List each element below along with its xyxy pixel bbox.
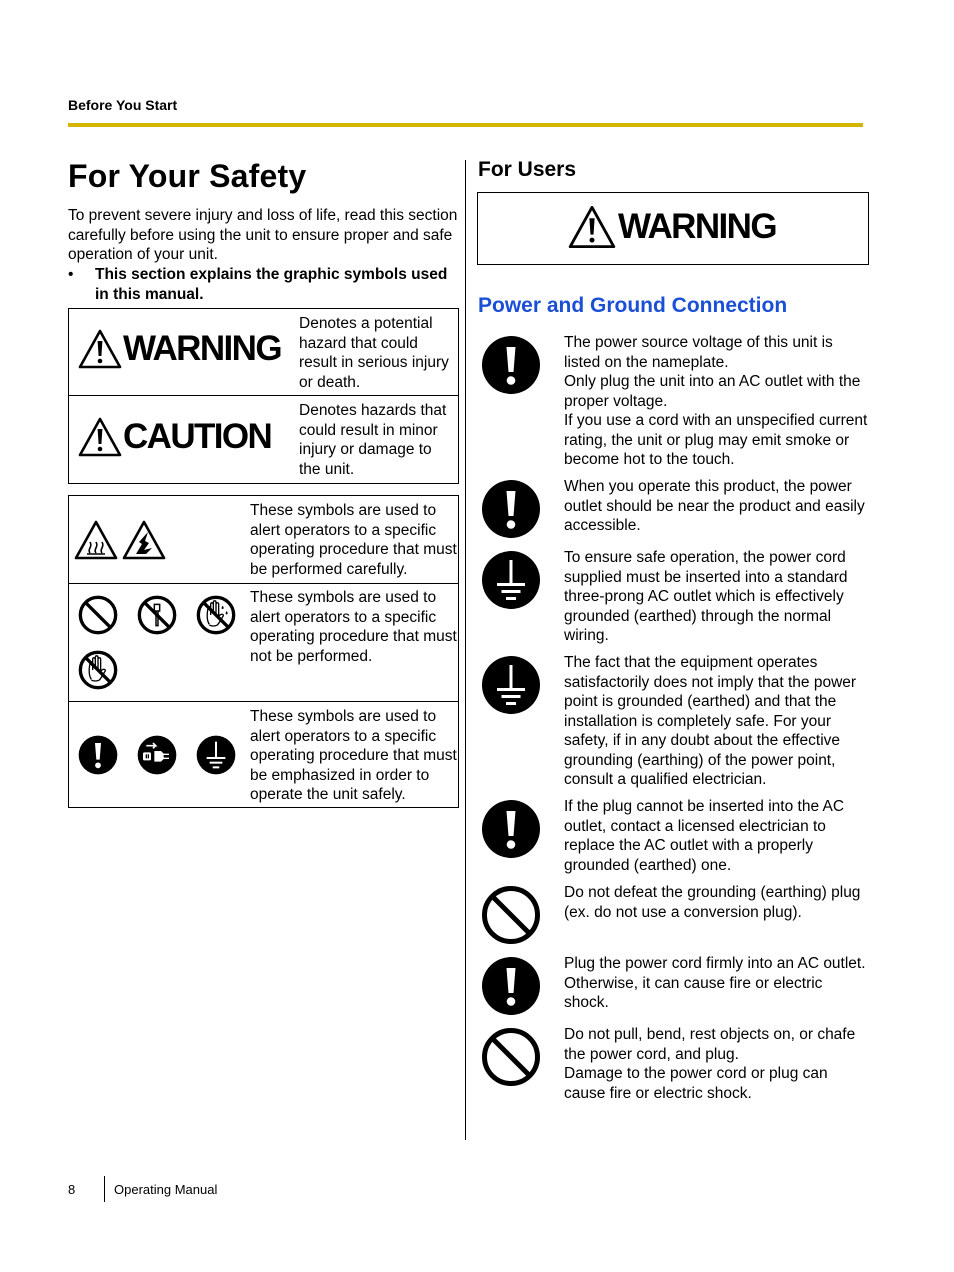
item-8-text: Do not pull, bend, rest objects on, or chafe the power cord, and plug. Damage to the power cord or plug can cause fire or electric shock. [564,1026,856,1102]
item-1-text: The power source voltage of this unit is listed on the nameplate. Only plug the unit into an AC outlet with the proper voltage. If you use a cord with an unspecified current rating, the unit or plug may emit smoke or become hot to the touch. [564,334,868,468]
item-6-text: Do not defeat the grounding (earthing) plug (ex. do not use a conversion plug). [564,884,861,921]
warning-banner [477,192,869,265]
table-divider [69,701,458,702]
page-title: For Your Safety [68,158,307,194]
hot-surface-icon [74,520,118,560]
bullet-dot: • [68,266,74,283]
prohibition-icon [481,1027,541,1087]
item-4-text: The fact that the equipment operates satisfactorily does not imply that the power point is grounded (earthed) and that the installation is completely safe. For your safety, if in any doubt about the effective grounding (earthing) of the power point, consult a qualified electrician. [564,654,857,788]
warning-banner-signal [568,205,776,249]
warning-triangle-icon [568,205,616,249]
table-divider [69,395,458,396]
warning-word: WARNING [123,329,281,368]
mandatory-action-icon [78,735,118,775]
caution-word: CAUTION [123,417,272,456]
power-ground-heading: Power and Ground Connection [478,294,788,317]
ground-icon [481,550,541,610]
symbol-row-2-text: These symbols are used to alert operators to a specific operating procedure that must not be performed. [250,589,457,665]
signal-word-table [68,308,459,484]
footer-divider [104,1176,105,1202]
intro-paragraph: To prevent severe injury and loss of life, read this section carefully before using the unit to ensure proper and safe operation of your unit. [68,207,458,263]
table-divider [69,583,458,584]
symbol-row-3-text: These symbols are used to alert operators to a specific operating procedure that must be emphasized in order to operate the unit safely. [250,708,457,803]
mandatory-action-icon [481,335,541,395]
ground-icon [196,735,236,775]
bullet-text: This section explains the graphic symbols used in this manual. [95,266,448,303]
caution-triangle-icon [78,417,122,457]
prohibition-icon [78,595,118,635]
header-rule [68,123,863,127]
warning-banner-word: WARNING [618,207,776,246]
caution-description: Denotes hazards that could result in minor injury or damage to the unit. [299,402,447,478]
symbol-table [68,495,459,808]
mandatory-action-icon [481,956,541,1016]
for-users-heading: For Users [478,158,577,181]
warning-triangle-icon [78,329,122,369]
prohibition-icon [481,885,541,945]
warning-description: Denotes a potential hazard that could result in serious injury or death. [299,315,449,391]
footer-title: Operating Manual [114,1182,218,1197]
item-3-text: To ensure safe operation, the power cord supplied must be inserted into a standard three-prong AC outlet which is effectively grounded (earthed) through the normal wiring. [564,549,848,644]
item-5-text: If the plug cannot be inserted into the AC outlet, contact a licensed electrician to replace the AC outlet with a properly grounded (earthed) one. [564,798,845,874]
item-7-text: Plug the power cord firmly into an AC outlet. Otherwise, it can cause fire or electric shock. [564,955,866,1011]
column-divider [465,160,466,1140]
mandatory-action-icon [481,479,541,539]
caution-signal [78,417,271,457]
mandatory-action-icon [481,799,541,859]
unplug-icon [137,735,177,775]
section-label: Before You Start [68,97,178,113]
bullet-item [68,265,460,304]
page-number: 8 [68,1182,76,1197]
no-wet-hands-icon [196,595,236,635]
warning-signal [78,329,281,369]
electric-shock-icon [122,520,166,560]
symbol-row-1-text: These symbols are used to alert operators to a specific operating procedure that must be performed carefully. [250,502,457,578]
no-disassembly-icon [137,595,177,635]
item-2-text: When you operate this product, the power outlet should be near the product and easily accessible. [564,478,865,534]
ground-icon [481,655,541,715]
do-not-touch-icon [78,650,118,690]
